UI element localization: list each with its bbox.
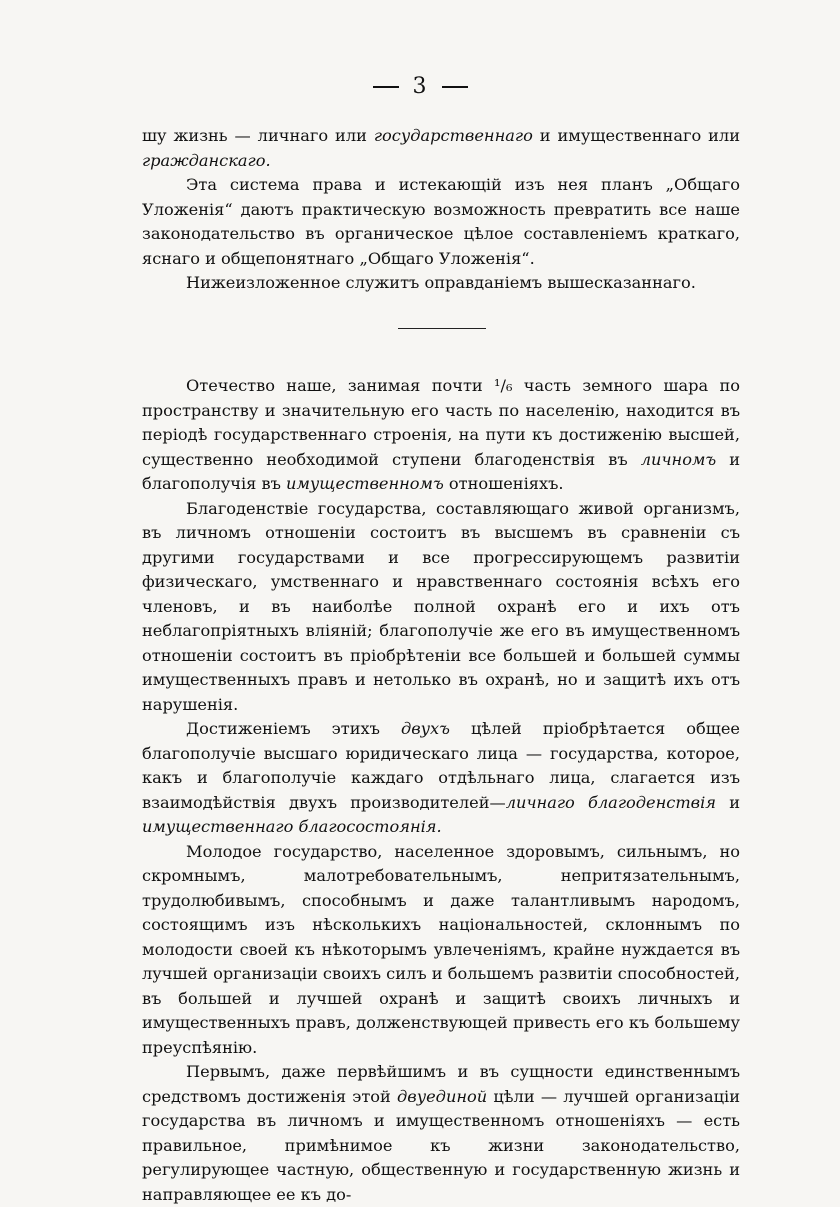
italic-span: личнаго благоденствія bbox=[505, 792, 716, 812]
section-divider bbox=[398, 328, 486, 329]
italic-span: личномъ bbox=[640, 449, 717, 469]
page-number-dash-left bbox=[373, 86, 399, 88]
text-span: отношеніяхъ. bbox=[443, 474, 564, 493]
main-paragraph-2: Благоденствіе государства, составляющаго живой организмъ, въ личномъ отношеніи состоитъ въ высшемъ въ сравненіи съ другими государствами и все прогрессирующемъ развитіи физическаго, умственнаго и нравственнаго состоянія всѣхъ его членовъ, и въ наиболѣе полной охранѣ его и ихъ отъ неблагопріятныхъ вліяній; благополучіе же его въ имущественномъ отношеніи состоитъ въ пріобрѣтеніи все большей и большей суммы имущественныхъ правъ и нетолько въ охранѣ, но и защитѣ ихъ отъ нарушенія. bbox=[142, 498, 740, 714]
italic-span: имущественномъ bbox=[286, 474, 444, 493]
page-number-dash-right bbox=[442, 86, 468, 88]
text-span: цѣлей пріобрѣтается общее благополучіе высшаго юридическаго лица — государства, которое, какъ и благополучіе каждаго отдѣльнаго лица, слагается изъ взаимодѣйствія двухъ производителей— bbox=[142, 719, 741, 812]
text-span: цѣли — лучшей организаціи государства въ личномъ и имущественномъ отношеніяхъ — есть правильное, примѣнимое къ жизни законодательство, регулирующее частную, общественную и государственную жизнь и направляющее ее къ до- bbox=[142, 1086, 740, 1204]
italic-span: гражданскаго. bbox=[142, 150, 271, 170]
text-span: и благополучія въ bbox=[142, 449, 740, 493]
text-span: и имущественнаго или bbox=[532, 126, 741, 145]
page-number bbox=[0, 74, 840, 99]
italic-span: двухъ bbox=[400, 719, 450, 738]
intro-paragraph-2: Эта система права и истекающій изъ нея планъ „Общаго Уложенія“ даютъ практическую возможность превратить все наше законодательство въ органическое цѣлое составленіемъ краткаго, яснаго и общепонятнаго „Общаго Уложенія“. bbox=[142, 175, 740, 268]
intro-paragraph-3: Нижеизложенное служитъ оправданіемъ вышесказаннаго. bbox=[186, 273, 696, 292]
intro-paragraph-1 bbox=[142, 124, 740, 173]
text-span: Отечество наше, занимая почти ¹/₆ часть земного шара по пространству и значительную его часть по населенію, находится въ періодѣ государственнаго строенія, на пути къ достиженію высшей, существенно необходимой ступени благоденствія въ bbox=[142, 376, 740, 469]
text-span: Достиженіемъ этихъ bbox=[186, 719, 401, 738]
main-paragraph-3 bbox=[142, 717, 740, 840]
intro-text bbox=[142, 124, 740, 296]
text-span: шу жизнь — личнаго или bbox=[142, 126, 374, 145]
text-span: и bbox=[716, 792, 741, 812]
italic-span: имущественнаго благосостоянія. bbox=[142, 817, 442, 836]
main-paragraph-5 bbox=[142, 1060, 740, 1207]
main-paragraph-1 bbox=[142, 374, 740, 497]
italic-span: двуединой bbox=[397, 1086, 488, 1106]
main-paragraph-4: Молодое государство, населенное здоровымъ, сильнымъ, но скромнымъ, малотребовательнымъ, непритязательнымъ, трудолюбивымъ, способнымъ и даже талантливымъ народомъ, состоящимъ изъ нѣсколькихъ національностей, склоннымъ по молодости своей къ нѣкоторымъ увлеченіямъ, крайне нуждается въ лучшей организаціи своихъ силъ и большемъ развитіи способностей, въ большей и лучшей охранѣ и защитѣ своихъ личныхъ и имущественныхъ правъ, долженствующей привесть его къ большему преуспѣянію. bbox=[142, 841, 740, 1057]
main-text bbox=[142, 374, 740, 1207]
page-number-text: 3 bbox=[412, 74, 428, 99]
text-span: Первымъ, даже первѣйшимъ и въ сущности единственнымъ средствомъ достиженія этой bbox=[142, 1062, 740, 1106]
italic-span: государственнаго bbox=[373, 126, 533, 145]
